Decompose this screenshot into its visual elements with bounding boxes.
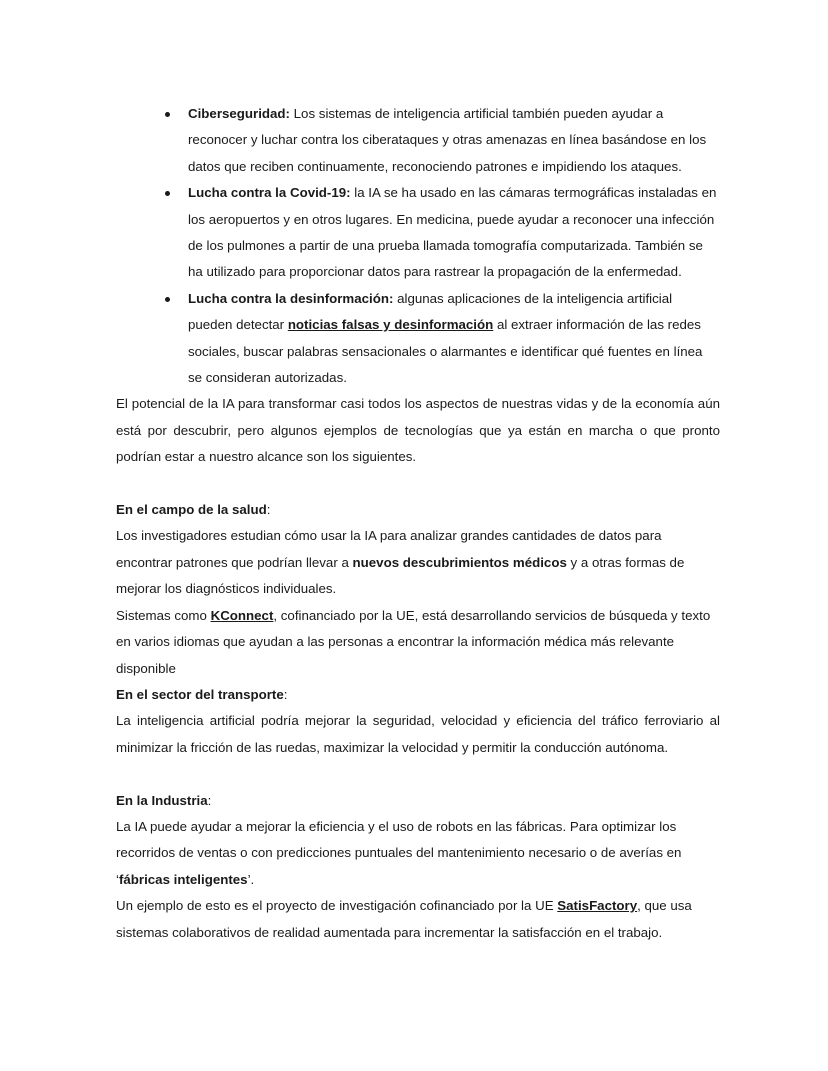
- health-heading-colon: :: [266, 502, 271, 518]
- bullet-dot-icon: [165, 191, 170, 196]
- bullet-text: Los sistemas de inteligencia artificial también pueden ayudar a reconocer y luchar contra los ciberataques y otras amenazas en línea basándose en los datos que reciben continuamente, reconociendo patrones e impidiendo los ataques.: [188, 106, 707, 174]
- industry-text: Un ejemplo de esto es el proyecto de investigación cofinanciado por la UE: [116, 898, 558, 914]
- spacer: [116, 761, 720, 787]
- document-body: [116, 101, 720, 946]
- industry-heading-text: En la Industria: [116, 792, 208, 808]
- bullet-text: algunas aplicaciones de la inteligencia artificial pueden detectar: [188, 290, 673, 333]
- health-text: Los investigadores estudian cómo usar la IA para analizar grandes cantidades de datos para encontrar patrones que podrían llevar a: [116, 528, 662, 570]
- health-bold-text: nuevos descubrimientos médicos: [352, 554, 567, 570]
- bullet-title: Lucha contra la desinformación:: [188, 290, 394, 306]
- industry-heading-colon: :: [207, 792, 212, 808]
- satisfactory-link[interactable]: SatisFactory: [557, 898, 638, 914]
- industry-text: La IA puede ayudar a mejorar la eficiencia y el uso de robots en las fábricas. Para optimizar los recorridos de ventas o con predicciones puntuales del mantenimiento necesario o de averías en: [116, 818, 682, 861]
- bullet-item-covid: [116, 180, 720, 286]
- industry-heading: [116, 788, 720, 814]
- health-text: , cofinanciado por la UE, está desarrollando servicios de búsqueda y texto en varios idiomas que ayudan a las personas a encontrar la información médica más relevante disponible: [116, 607, 711, 676]
- kconnect-link[interactable]: KConnect: [210, 607, 274, 623]
- spacer: [116, 471, 720, 497]
- industry-paragraph-2: [116, 893, 720, 946]
- health-heading: [116, 497, 720, 523]
- fake-news-link[interactable]: noticias falsas y desinformación: [287, 317, 494, 333]
- industry-text: , que usa sistemas colaborativos de realidad aumentada para incrementar la satisfacción en el trabajo.: [116, 898, 692, 940]
- health-paragraph-2: [116, 603, 720, 682]
- bullet-text: la IA se ha usado en las cámaras termográficas instaladas en los aeropuertos y en otros lugares. En medicina, puede ayudar a reconocer una infección de los pulmones a partir de una prueba llamada tomografía computarizada. También se ha utilizado para proporcionar datos para rastrear la propagación de la enfermedad.: [188, 185, 717, 280]
- industry-quote-open: ‘: [116, 871, 119, 887]
- bullet-dot-icon: [165, 297, 170, 302]
- bullet-list: [116, 101, 720, 391]
- transport-heading-colon: :: [283, 686, 288, 702]
- health-paragraph-1: [116, 523, 720, 602]
- bullet-title: Lucha contra la Covid-19:: [188, 185, 351, 201]
- health-text: Sistemas como: [116, 607, 211, 623]
- industry-quote-close: ’.: [247, 871, 255, 887]
- bullet-dot-icon: [165, 112, 170, 117]
- transport-heading-text: En el sector del transporte: [116, 686, 284, 702]
- bullet-title: Ciberseguridad:: [188, 106, 290, 121]
- health-text: y a otras formas de mejorar los diagnósticos individuales.: [116, 554, 685, 597]
- transport-heading: [116, 682, 720, 708]
- bullet-item-ciberseguridad: [116, 101, 720, 180]
- industry-bold-text: fábricas inteligentes: [118, 871, 248, 887]
- health-heading-text: En el campo de la salud: [116, 502, 267, 518]
- bullet-text: al extraer información de las redes sociales, buscar palabras sensacionales o alarmantes e identificar qué fuentes en línea se consideran autorizadas.: [188, 317, 703, 386]
- bullet-item-desinformacion: [116, 286, 720, 392]
- industry-paragraph-1: [116, 814, 720, 893]
- intro-paragraph: El potencial de la IA para transformar casi todos los aspectos de nuestras vidas y de la economía aún está por descubrir, pero algunos ejemplos de tecnologías que ya están en marcha o que pronto podrían estar a nuestro alcance son los siguientes.: [116, 396, 720, 465]
- transport-paragraph: La inteligencia artificial podría mejorar la seguridad, velocidad y eficiencia del tráfico ferroviario al minimizar la fricción de las ruedas, maximizar la velocidad y permitir la conducción autónoma.: [116, 713, 720, 755]
